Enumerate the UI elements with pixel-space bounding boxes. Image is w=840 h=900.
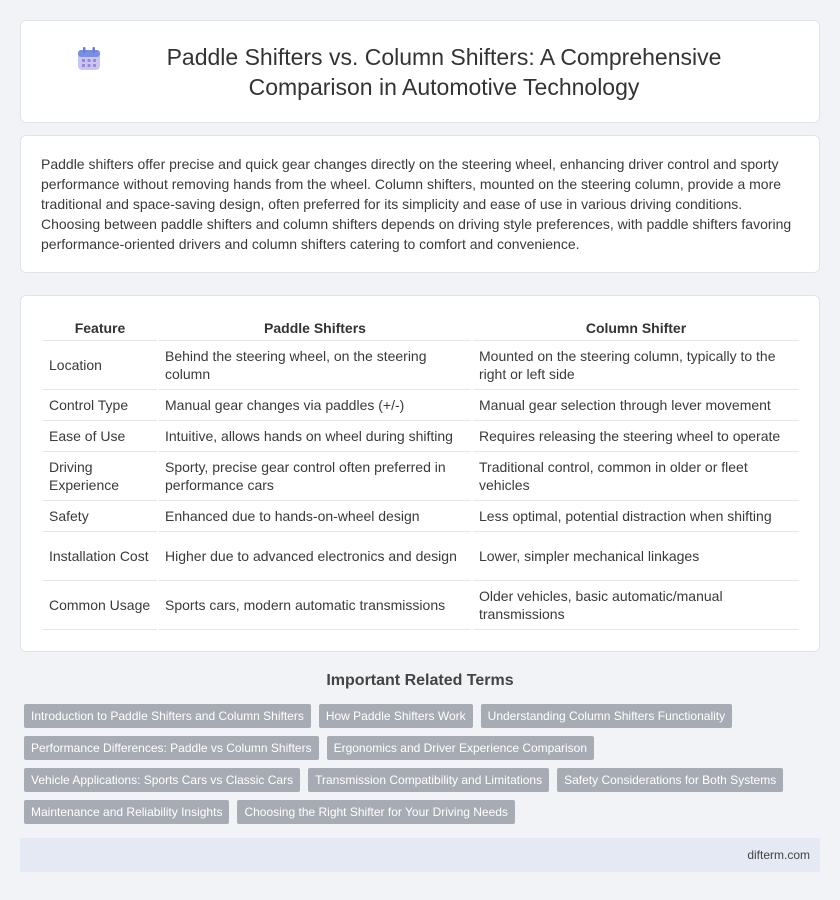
table-row bbox=[43, 340, 799, 389]
related-term-tag[interactable]: Vehicle Applications: Sports Cars vs Classic Cars bbox=[24, 768, 300, 792]
paddle-cell: Enhanced due to hands-on-wheel design bbox=[158, 500, 472, 531]
column-cell: Older vehicles, basic automatic/manual transmissions bbox=[472, 580, 799, 629]
paddle-cell: Higher due to advanced electronics and design bbox=[158, 531, 472, 580]
related-term-tag[interactable]: Transmission Compatibility and Limitations bbox=[308, 768, 549, 792]
column-header-paddle-shifters: Paddle Shifters bbox=[158, 312, 472, 340]
related-term-tag[interactable]: Choosing the Right Shifter for Your Driving Needs bbox=[237, 800, 514, 824]
column-cell: Less optimal, potential distraction when shifting bbox=[472, 500, 799, 531]
feature-cell: Safety bbox=[43, 500, 158, 531]
page-title: Paddle Shifters vs. Column Shifters: A Comprehensive Comparison in Automotive Technology bbox=[166, 43, 722, 100]
paddle-cell: Sporty, precise gear control often preferred in performance cars bbox=[158, 451, 472, 500]
column-cell: Mounted on the steering column, typically to the right or left side bbox=[472, 340, 799, 389]
related-term-tag[interactable]: Ergonomics and Driver Experience Comparison bbox=[327, 736, 594, 760]
column-header-column-shifter: Column Shifter bbox=[472, 312, 799, 340]
table-row bbox=[43, 500, 799, 531]
column-cell: Requires releasing the steering wheel to operate bbox=[472, 420, 799, 451]
calendar-icon bbox=[76, 46, 102, 72]
table-row bbox=[43, 531, 799, 580]
feature-cell: Common Usage bbox=[43, 580, 158, 629]
related-terms-list bbox=[0, 692, 840, 824]
comparison-table-card bbox=[20, 295, 820, 652]
column-header-feature: Feature bbox=[43, 312, 158, 340]
column-cell: Lower, simpler mechanical linkages bbox=[472, 531, 799, 580]
intro-card bbox=[20, 135, 820, 273]
related-term-tag[interactable]: Understanding Column Shifters Functionality bbox=[481, 704, 732, 728]
table-row bbox=[43, 580, 799, 629]
intro-paragraph: Paddle shifters offer precise and quick gear changes directly on the steering wheel, enhancing driver control and sporty performance without removing hands from the wheel. Column shifters, mounted on the steering column, provide a more traditional and space-saving design, often preferred for its simplicity and ease of use in various driving conditions. Choosing between paddle shifters and column shifters depends on driving style preferences, with paddle shifters favoring performance-oriented drivers and column shifters catering to comfort and convenience. bbox=[41, 156, 792, 252]
related-term-tag[interactable]: Maintenance and Reliability Insights bbox=[24, 800, 229, 824]
related-term-tag[interactable]: Introduction to Paddle Shifters and Column Shifters bbox=[24, 704, 311, 728]
table-row bbox=[43, 420, 799, 451]
paddle-cell: Intuitive, allows hands on wheel during shifting bbox=[158, 420, 472, 451]
related-term-tag[interactable]: How Paddle Shifters Work bbox=[319, 704, 473, 728]
paddle-cell: Manual gear changes via paddles (+/-) bbox=[158, 389, 472, 420]
title-card bbox=[20, 20, 820, 123]
feature-cell: Location bbox=[43, 340, 158, 389]
footer-site-link[interactable]: difterm.com bbox=[747, 848, 810, 862]
column-cell: Traditional control, common in older or fleet vehicles bbox=[472, 451, 799, 500]
related-term-tag[interactable]: Performance Differences: Paddle vs Column Shifters bbox=[24, 736, 319, 760]
paddle-cell: Behind the steering wheel, on the steering column bbox=[158, 340, 472, 389]
table-row bbox=[43, 451, 799, 500]
feature-cell: Ease of Use bbox=[43, 420, 158, 451]
related-terms-heading: Important Related Terms bbox=[326, 672, 514, 689]
title-wrap bbox=[76, 42, 764, 102]
feature-cell: Driving Experience bbox=[43, 451, 158, 500]
column-cell: Manual gear selection through lever movement bbox=[472, 389, 799, 420]
paddle-cell: Sports cars, modern automatic transmissions bbox=[158, 580, 472, 629]
footer bbox=[20, 838, 820, 872]
table-header-row bbox=[43, 312, 799, 340]
related-term-tag[interactable]: Safety Considerations for Both Systems bbox=[557, 768, 783, 792]
feature-cell: Control Type bbox=[43, 389, 158, 420]
comparison-table bbox=[43, 312, 799, 630]
feature-cell: Installation Cost bbox=[43, 531, 158, 580]
table-row bbox=[43, 389, 799, 420]
